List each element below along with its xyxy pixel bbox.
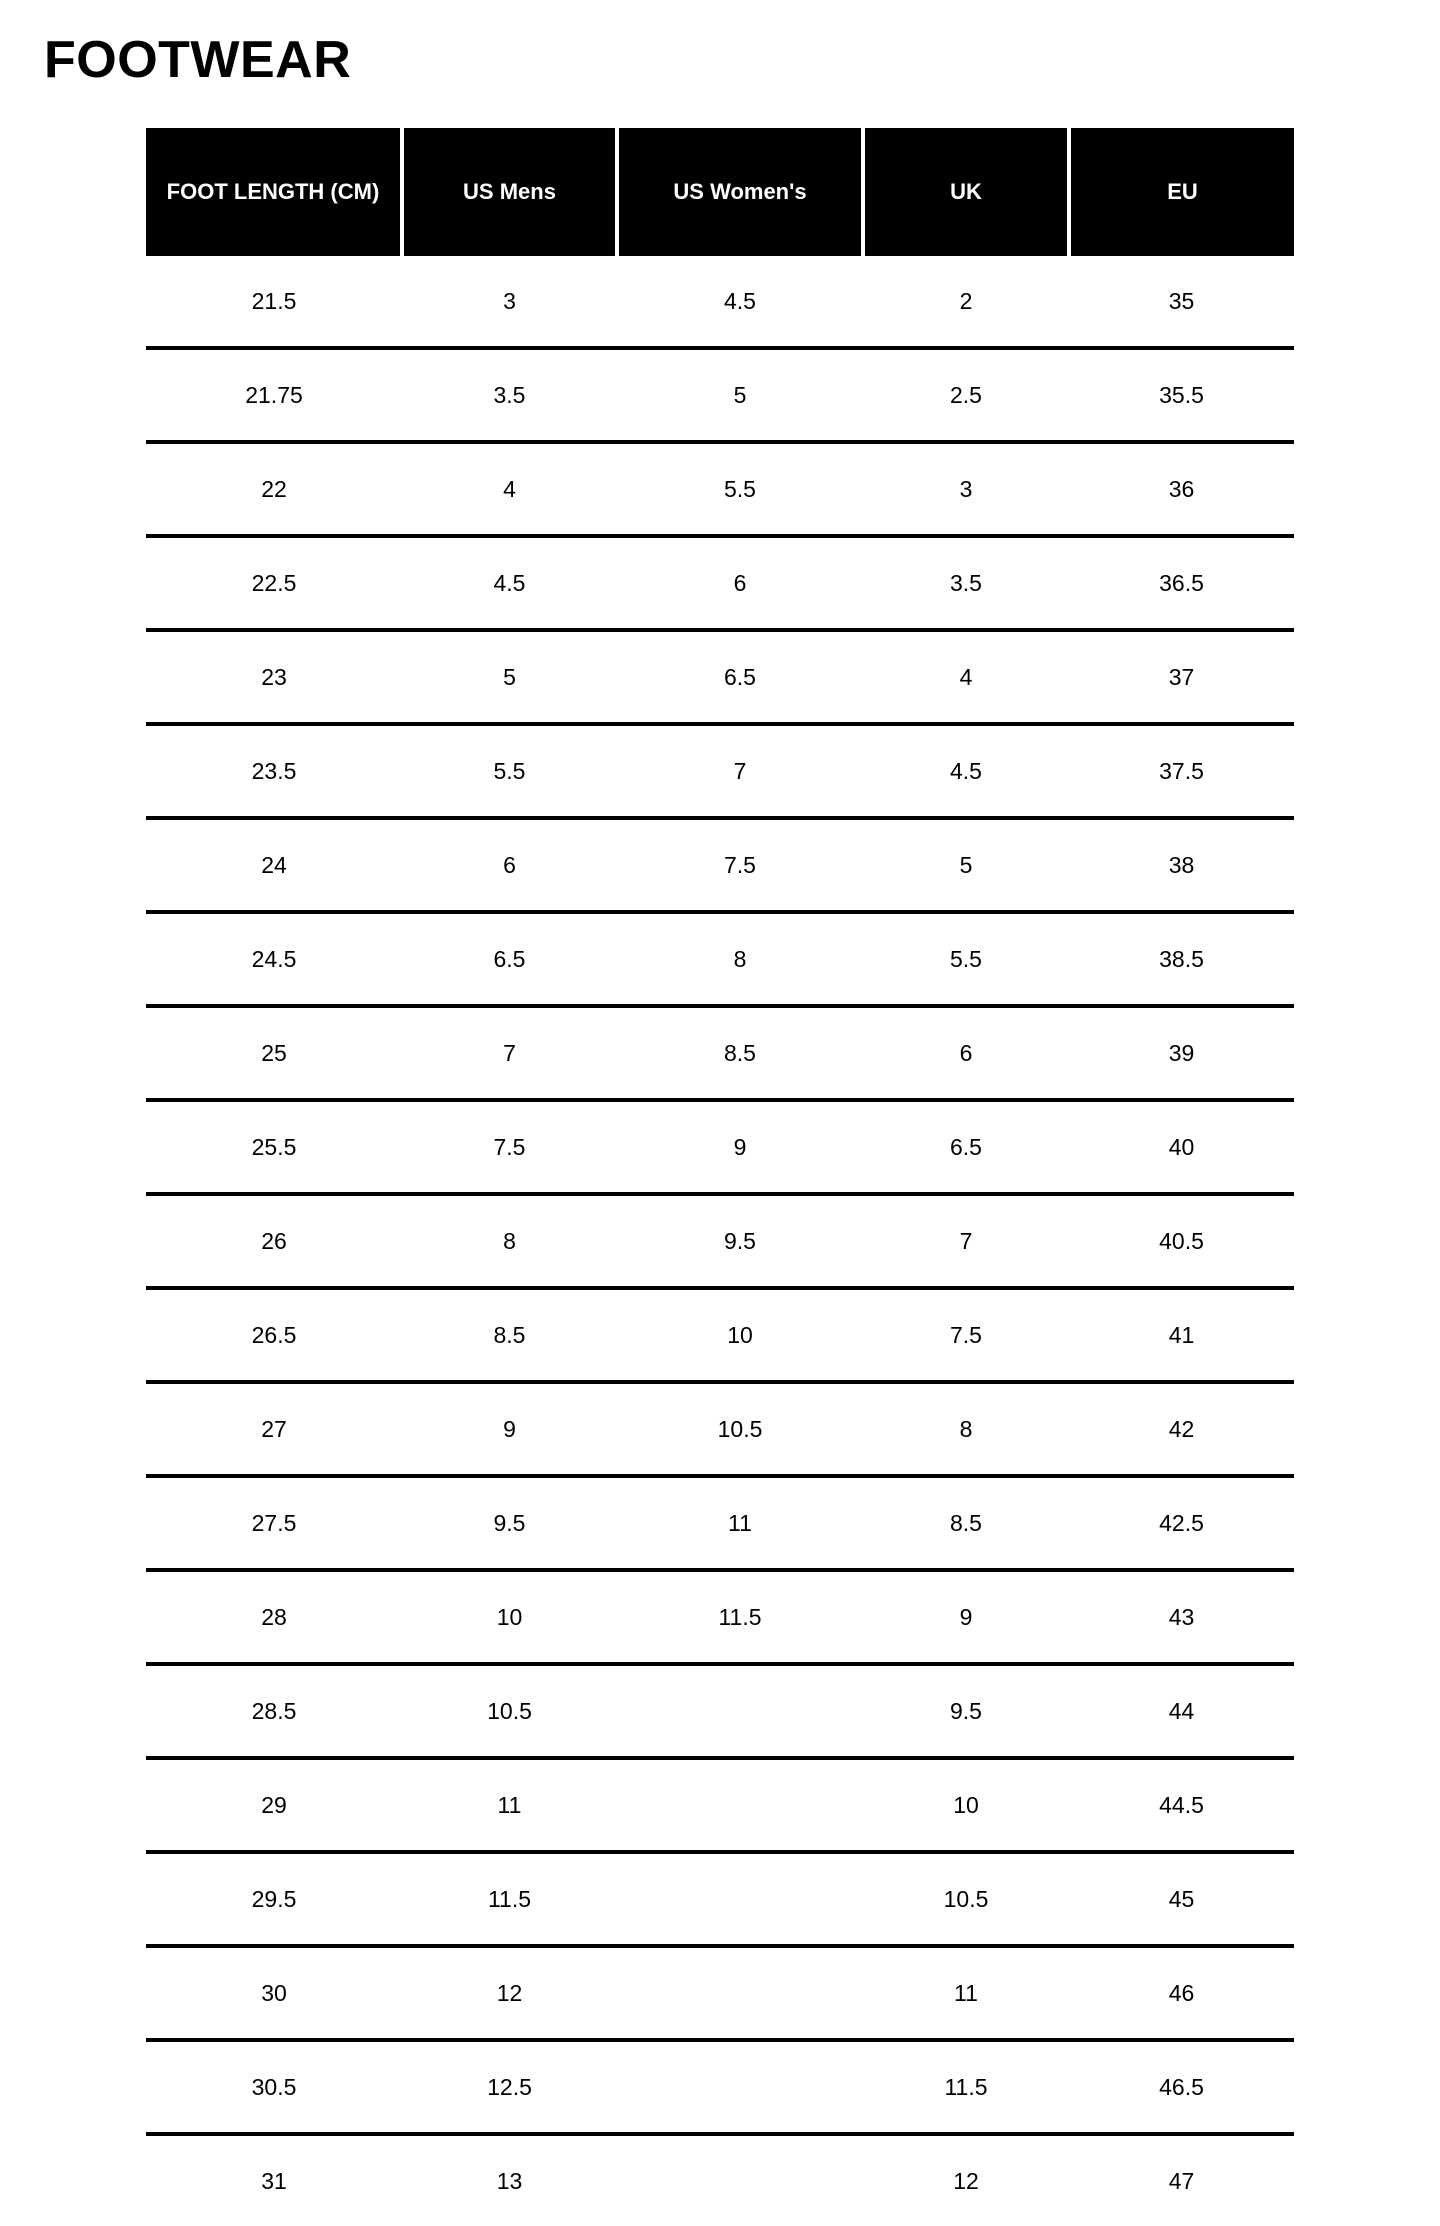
table-cell: 7.5 xyxy=(617,818,863,912)
table-cell: 31 xyxy=(261,2167,287,2194)
table-row xyxy=(146,1006,1294,1100)
table-row xyxy=(146,1382,1294,1476)
table-cell: 38.5 xyxy=(1069,912,1294,1006)
table-cell: 24.5 xyxy=(146,912,402,1006)
table-row xyxy=(146,724,1294,818)
table-cell: 2.5 xyxy=(863,348,1069,442)
table-row xyxy=(146,442,1294,536)
page-title: FOOTWEAR xyxy=(44,31,352,89)
table-cell: 47 xyxy=(1168,2167,1195,2194)
table-cell: 23.5 xyxy=(146,724,402,818)
table-body xyxy=(146,256,1294,2226)
table-cell: 11 xyxy=(402,1758,617,1852)
table-cell: 5 xyxy=(402,630,617,724)
table-cell: 36.5 xyxy=(1069,536,1294,630)
table-cell: 4 xyxy=(402,442,617,536)
column-header-eu: EU xyxy=(1069,128,1294,256)
table-cell: 10.5 xyxy=(402,1664,617,1758)
table-cell: 8 xyxy=(617,912,863,1006)
column-header-uk: UK xyxy=(863,128,1069,256)
table-cell: 6.5 xyxy=(863,1100,1069,1194)
table-cell: 5.5 xyxy=(402,724,617,818)
table-cell: 22 xyxy=(146,442,402,536)
table-row xyxy=(146,1758,1294,1852)
table-cell: 2 xyxy=(863,256,1069,348)
table-cell: 10.5 xyxy=(863,1852,1069,1946)
column-header-us-womens: US Women's xyxy=(617,128,863,256)
table-cell: 11 xyxy=(863,1946,1069,2040)
table-cell: 43 xyxy=(1069,1570,1294,1664)
table-cell: 36 xyxy=(1069,442,1294,536)
table-cell: 38 xyxy=(1069,818,1294,912)
table-cell: 46.5 xyxy=(1069,2040,1294,2134)
table-cell: 13 xyxy=(496,2167,523,2194)
table-cell: 5.5 xyxy=(863,912,1069,1006)
table-row xyxy=(146,536,1294,630)
table-cell: 26.5 xyxy=(146,1288,402,1382)
table-cell: 11.5 xyxy=(617,1570,863,1664)
table-row xyxy=(146,2040,1294,2134)
table-cell: 12.5 xyxy=(402,2040,617,2134)
table-row xyxy=(146,1476,1294,1570)
table-cell: 27 xyxy=(146,1382,402,1476)
table-cell: 4.5 xyxy=(617,256,863,348)
table-cell: 26 xyxy=(146,1194,402,1288)
table-cell: 40 xyxy=(1069,1100,1294,1194)
table-cell: 5.5 xyxy=(617,442,863,536)
table-row xyxy=(146,818,1294,912)
table-cell xyxy=(617,2040,863,2134)
table-cell: 5 xyxy=(617,348,863,442)
table-cell: 39 xyxy=(1069,1006,1294,1100)
table-cell: 7.5 xyxy=(863,1288,1069,1382)
table-cell: 5 xyxy=(863,818,1069,912)
table-cell: 35.5 xyxy=(1069,348,1294,442)
table-cell: 7 xyxy=(617,724,863,818)
table-cell: 25.5 xyxy=(146,1100,402,1194)
table-cell: 6 xyxy=(617,536,863,630)
table-cell: 10 xyxy=(863,1758,1069,1852)
table-cell: 27.5 xyxy=(146,1476,402,1570)
table-cell: 6.5 xyxy=(402,912,617,1006)
table-header-row xyxy=(146,128,1294,256)
table-cell: 21.5 xyxy=(146,256,402,348)
table-cell: 9.5 xyxy=(402,1476,617,1570)
table-row xyxy=(146,1570,1294,1664)
column-header-foot-length: FOOT LENGTH (CM) xyxy=(146,128,402,256)
table-cell: 22.5 xyxy=(146,536,402,630)
table-cell: 40.5 xyxy=(1069,1194,1294,1288)
size-table-container xyxy=(146,128,1294,2226)
table-row xyxy=(146,912,1294,1006)
table-cell: 3 xyxy=(402,256,617,348)
table-cell: 3.5 xyxy=(402,348,617,442)
table-cell xyxy=(617,1852,863,1946)
table-cell: 24 xyxy=(146,818,402,912)
table-row xyxy=(146,630,1294,724)
table-cell: 7.5 xyxy=(402,1100,617,1194)
table-row xyxy=(146,1852,1294,1946)
table-cell: 8.5 xyxy=(863,1476,1069,1570)
table-cell: 25 xyxy=(146,1006,402,1100)
table-cell: 9.5 xyxy=(863,1664,1069,1758)
table-cell: 6.5 xyxy=(617,630,863,724)
table-cell: 28.5 xyxy=(146,1664,402,1758)
table-cell: 7 xyxy=(402,1006,617,1100)
table-cell: 3 xyxy=(863,442,1069,536)
table-row xyxy=(146,256,1294,348)
table-cell: 12 xyxy=(953,2167,979,2194)
table-cell xyxy=(617,2134,863,2226)
table-cell: 8.5 xyxy=(402,1288,617,1382)
table-cell: 10 xyxy=(617,1288,863,1382)
table-row xyxy=(146,1288,1294,1382)
table-cell: 11 xyxy=(617,1476,863,1570)
table-cell: 29.5 xyxy=(146,1852,402,1946)
table-cell: 4 xyxy=(863,630,1069,724)
table-cell: 37 xyxy=(1069,630,1294,724)
table-cell: 28 xyxy=(146,1570,402,1664)
table-cell: 11.5 xyxy=(863,2040,1069,2134)
table-cell: 7 xyxy=(863,1194,1069,1288)
table-cell: 45 xyxy=(1069,1852,1294,1946)
table-cell: 9 xyxy=(863,1570,1069,1664)
table-cell: 4.5 xyxy=(402,536,617,630)
table-cell: 10.5 xyxy=(617,1382,863,1476)
table-cell: 8 xyxy=(402,1194,617,1288)
table-cell: 4.5 xyxy=(863,724,1069,818)
table-cell xyxy=(617,1664,863,1758)
table-cell: 8.5 xyxy=(617,1006,863,1100)
table-cell: 29 xyxy=(146,1758,402,1852)
table-row xyxy=(146,2134,1294,2226)
table-cell: 8 xyxy=(863,1382,1069,1476)
size-conversion-table xyxy=(146,128,1294,2226)
table-cell: 30.5 xyxy=(146,2040,402,2134)
table-row xyxy=(146,348,1294,442)
table-cell: 12 xyxy=(402,1946,617,2040)
table-cell: 10 xyxy=(402,1570,617,1664)
table-cell: 3.5 xyxy=(863,536,1069,630)
table-cell: 42 xyxy=(1069,1382,1294,1476)
table-cell xyxy=(617,1946,863,2040)
table-cell: 9.5 xyxy=(617,1194,863,1288)
column-header-us-mens: US Mens xyxy=(402,128,617,256)
table-cell: 42.5 xyxy=(1069,1476,1294,1570)
table-row xyxy=(146,1100,1294,1194)
table-cell: 6 xyxy=(402,818,617,912)
table-cell: 21.75 xyxy=(146,348,402,442)
table-header xyxy=(146,128,1294,256)
table-cell: 6 xyxy=(863,1006,1069,1100)
table-cell: 41 xyxy=(1069,1288,1294,1382)
table-row xyxy=(146,1194,1294,1288)
table-cell xyxy=(617,1758,863,1852)
table-cell: 44.5 xyxy=(1069,1758,1294,1852)
table-cell: 11.5 xyxy=(402,1852,617,1946)
table-cell: 37.5 xyxy=(1069,724,1294,818)
table-cell: 23 xyxy=(146,630,402,724)
table-cell: 9 xyxy=(402,1382,617,1476)
table-row xyxy=(146,1664,1294,1758)
table-cell: 9 xyxy=(617,1100,863,1194)
table-cell: 46 xyxy=(1069,1946,1294,2040)
table-cell: 30 xyxy=(146,1946,402,2040)
table-row xyxy=(146,1946,1294,2040)
table-cell: 35 xyxy=(1069,256,1294,348)
table-cell: 44 xyxy=(1069,1664,1294,1758)
